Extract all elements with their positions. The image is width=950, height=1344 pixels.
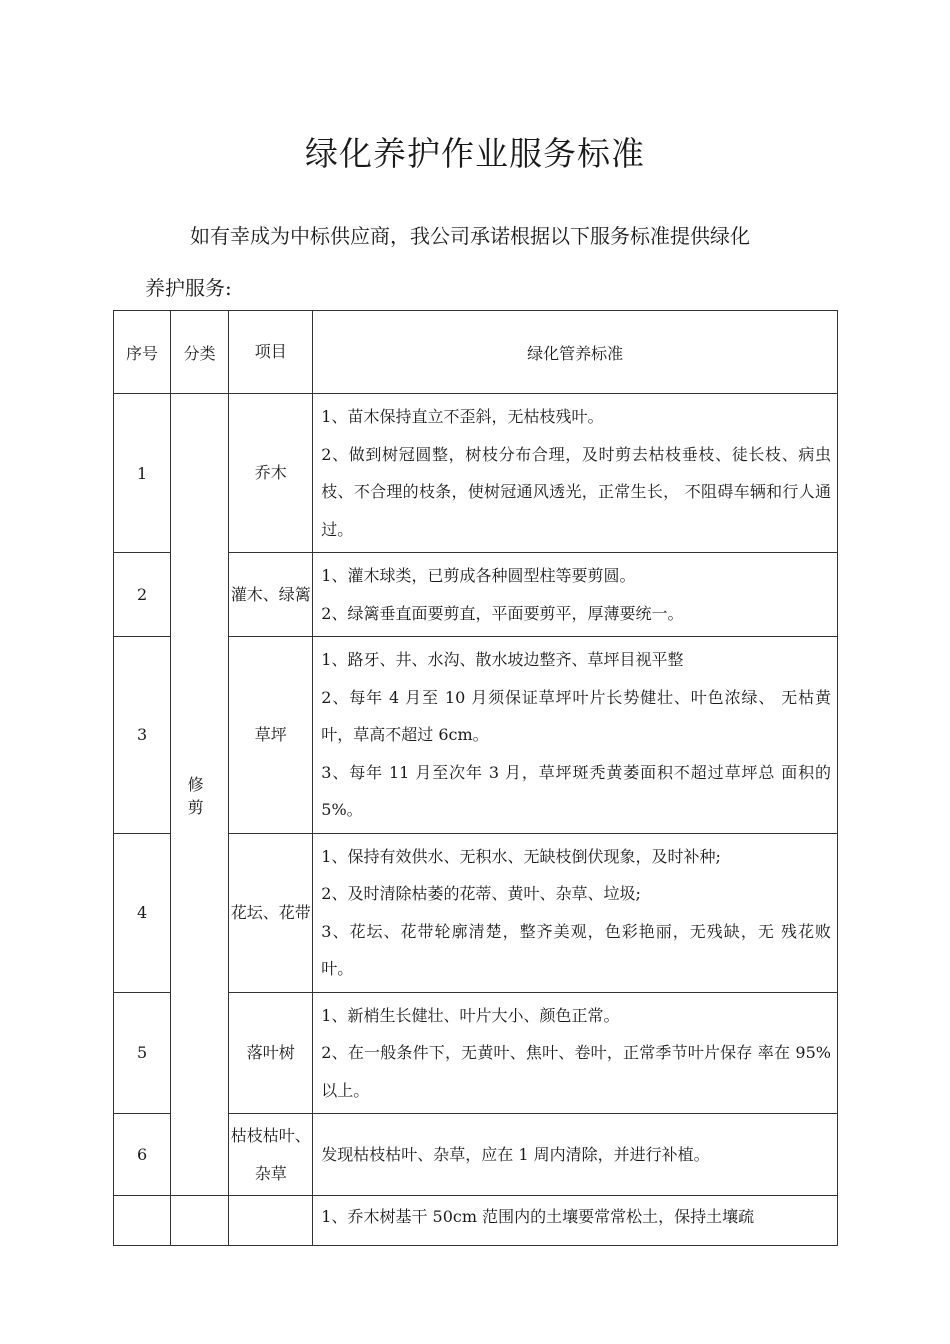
category-cell xyxy=(171,394,229,1196)
standard-line: 2、绿篱垂直面要剪直，平面要剪平，厚薄要统一。 xyxy=(321,603,684,623)
row-standard xyxy=(313,637,838,834)
standard-line: 3、每年 11 月至次年 3 月，草坪斑秃黄萎面积不超过草坪总 面积的 5%。 xyxy=(321,762,831,819)
table-row-continued xyxy=(114,1196,838,1246)
row-item: 草坪 xyxy=(229,637,313,834)
standard-line: 1、乔木树基干 50cm 范围内的土壤要常常松土，保持土壤疏 xyxy=(321,1207,755,1226)
row-num: 5 xyxy=(114,992,171,1114)
row-standard xyxy=(313,992,838,1114)
page-title: 绿化养护作业服务标准 xyxy=(305,134,645,173)
row-item: 落叶树 xyxy=(229,992,313,1114)
category-cell xyxy=(171,1196,229,1246)
standard-line: 1、苗木保持直立不歪斜，无枯枝残叶。 xyxy=(321,407,604,426)
row-standard xyxy=(313,1114,838,1196)
row-item: 灌木、绿篱 xyxy=(229,553,313,637)
header-standard: 绿化管养标准 xyxy=(313,311,838,394)
header-item: 项目 xyxy=(229,311,313,394)
row-item: 枯枝枯叶、杂草 xyxy=(229,1114,313,1196)
row-num: 3 xyxy=(114,637,171,834)
standard-line: 2、做到树冠圆整，树枝分布合理，及时剪去枯枝垂枝、徒长枝、病虫枝、不合理的枝条，使树冠通风透光，正常生长， 不阻碍车辆和行人通过。 xyxy=(321,444,831,539)
row-num: 6 xyxy=(114,1114,171,1196)
standard-line: 发现枯枝枯叶、杂草，应在 1 周内清除，并进行补植。 xyxy=(321,1144,710,1164)
row-standard xyxy=(313,1196,838,1246)
row-item: 乔木 xyxy=(229,394,313,553)
row-standard xyxy=(313,394,838,553)
row-num: 1 xyxy=(114,394,171,553)
row-item xyxy=(229,1196,313,1246)
standard-line: 2、每年 4 月至 10 月须保证草坪叶片长势健壮、叶色浓绿、 无枯黄叶，草高不超过 6cm。 xyxy=(321,687,831,744)
table-row xyxy=(114,394,838,553)
category-label: 修 剪 xyxy=(187,774,212,817)
intro-line-2: 养护服务: xyxy=(145,276,232,300)
row-standard xyxy=(313,553,838,637)
standard-line: 1、灌木球类，已剪成各种圆型柱等要剪圆。 xyxy=(321,566,636,585)
standard-line: 3、花坛、花带轮廓清楚，整齐美观，色彩艳丽，无残缺，无 残花败叶。 xyxy=(321,921,831,978)
standard-line: 2、及时清除枯萎的花蒂、黄叶、杂草、垃圾; xyxy=(321,884,641,903)
row-item: 花坛、花带 xyxy=(229,833,313,992)
table-header-row xyxy=(114,311,838,394)
row-standard xyxy=(313,833,838,992)
intro-line-1: 如有幸成为中标供应商，我公司承诺根据以下服务标准提供绿化 xyxy=(190,224,750,248)
standard-line: 2、在一般条件下，无黄叶、焦叶、卷叶，正常季节叶片保存 率在 95%以上。 xyxy=(321,1043,831,1100)
service-standard-table xyxy=(113,310,838,1246)
row-num: 4 xyxy=(114,833,171,992)
standard-line: 1、路牙、井、水沟、散水坡边整齐、草坪目视平整 xyxy=(321,650,684,669)
header-num: 序号 xyxy=(114,311,171,394)
header-category: 分类 xyxy=(171,311,229,394)
row-num xyxy=(114,1196,171,1246)
row-num: 2 xyxy=(114,553,171,637)
standard-line: 1、保持有效供水、无积水、无缺枝倒伏现象，及时补种; xyxy=(321,846,721,866)
standard-line: 1、新梢生长健壮、叶片大小、颜色正常。 xyxy=(321,1005,620,1025)
